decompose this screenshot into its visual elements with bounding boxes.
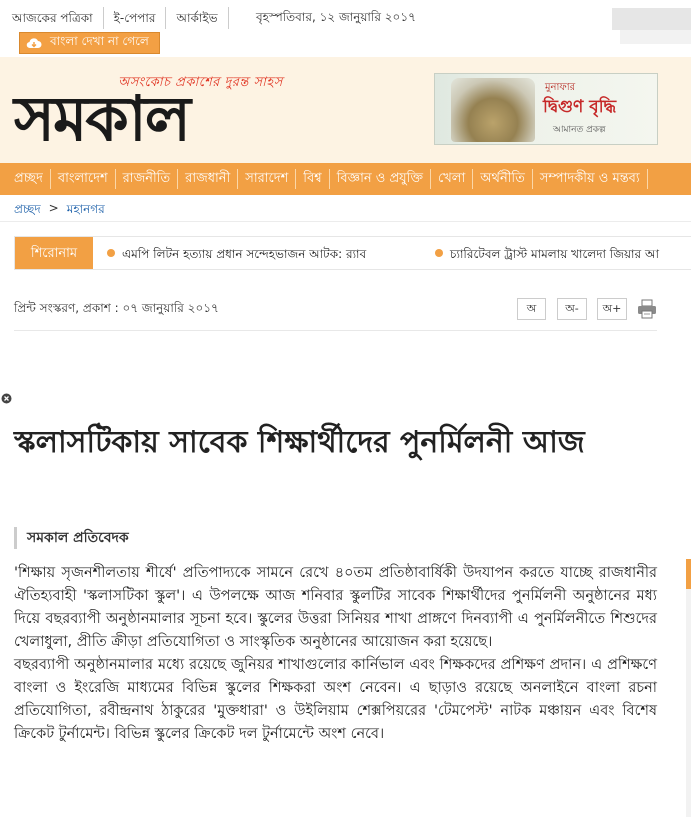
edition-info: প্রিন্ট সংস্করণ, প্রকাশ : ০৭ জানুয়ারি ২০১৭ — [14, 301, 219, 315]
ad-line-1: মুনাফার — [545, 82, 576, 93]
nav-item-science-tech[interactable]: বিজ্ঞান ও প্রযুক্তি — [330, 169, 431, 189]
advertisement-banner[interactable] — [434, 73, 658, 145]
ticker-item-text: এমপি লিটন হত্যায় প্রধান সন্দেহভাজন আটক: র‍্যাব — [122, 247, 367, 261]
masthead — [0, 57, 691, 163]
font-help-label: বাংলা দেখা না গেলে — [50, 34, 149, 48]
font-size-increase-button[interactable]: অ+ — [597, 298, 627, 320]
masthead-tagline: অসংকোচ প্রকাশের দুরন্ত সাহস — [118, 75, 283, 90]
close-icon[interactable] — [1, 393, 12, 404]
site-logo[interactable]: সমকাল — [14, 82, 189, 155]
ticker-item-text: চ্যারিটেবল ট্রাস্ট মামলায় খালেদা জিয়ার আ — [450, 247, 659, 261]
font-size-normal-button[interactable]: অ — [517, 298, 546, 320]
header-blank-area — [620, 30, 691, 44]
nav-item-home[interactable]: প্রচ্ছদ — [0, 169, 51, 189]
ad-line-3: আমানত প্রকল্প — [553, 125, 606, 135]
top-bar — [0, 0, 691, 57]
main-nav — [0, 163, 691, 195]
breadcrumb-separator: > — [48, 201, 59, 215]
ticker-item[interactable] — [435, 246, 659, 266]
article-byline: সমকাল প্রতিবেদক — [14, 527, 657, 549]
nav-item-country[interactable]: সারাদেশ — [238, 169, 296, 189]
top-link-archive[interactable]: আর্কাইভ — [166, 7, 228, 29]
breadcrumb-divider — [0, 221, 691, 222]
font-size-decrease-button[interactable]: অ- — [557, 298, 587, 320]
nav-item-bangladesh[interactable]: বাংলাদেশ — [51, 169, 116, 189]
nav-item-sports[interactable]: খেলা — [431, 169, 473, 189]
ad-line-2: দ্বিগুণ বৃদ্ধি — [543, 97, 617, 117]
nav-item-world[interactable]: বিশ্ব — [296, 169, 329, 189]
breadcrumb-home[interactable]: প্রচ্ছদ — [14, 202, 41, 216]
article-paragraph: বছরব্যাপী অনুষ্ঠানমালার মধ্যে রয়েছে জুনিয়র শাখাগুলোর কার্নিভাল এবং শিক্ষকদের প্রশিক্ষণ প্রদান। এ প্রশিক্ষণে বাংলা ও ইংরেজি মাধ্যমের বিভিন্ন স্কুলের শিক্ষকরা অংশ নেবেন। এ ছাড়াও রয়েছে অনলাইনে বাংলা রচনা প্রতিযোগিতা, রবীন্দ্রনাথ ঠাকুরের 'মুক্তধারা' ও উইলিয়াম শেক্সপিয়রের 'টেমপেস্ট' নাটক মঞ্চায়ন এবং বিশেষ ক্রিকেট টুর্নামেন্ট। বিভিন্ন স্কুলের ক্রিকেট দল টুর্নামেন্টে অংশ নেবে। — [14, 657, 657, 742]
nav-item-economy[interactable]: অর্থনীতি — [473, 169, 533, 189]
top-link-todays-paper[interactable]: আজকের পত্রিকা — [12, 7, 104, 29]
nav-item-editorial[interactable]: সম্পাদকীয় ও মন্তব্য — [533, 169, 648, 189]
top-link-epaper[interactable]: ই-পেপার — [104, 7, 167, 29]
ticker-label: শিরোনাম — [15, 237, 93, 270]
headline-ticker — [14, 236, 691, 270]
breadcrumb — [14, 201, 105, 221]
side-widget-edge[interactable] — [686, 559, 691, 589]
nav-item-politics[interactable]: রাজনীতি — [116, 169, 179, 189]
printer-icon[interactable] — [636, 298, 658, 320]
bullet-dot-icon — [435, 249, 443, 257]
bullet-dot-icon — [107, 249, 115, 257]
article-paragraph: 'শিক্ষায় সৃজনশীলতায় শীর্ষে' প্রতিপাদ্যকে সামনে রেখে ৪০তম প্রতিষ্ঠাবার্ষিকী উদযাপন করতে যাচ্ছে রাজধানীর ঐতিহ্যবাহী 'স্কলাসটিকা স্কুল'। এ উপলক্ষে আজ শনিবার স্কুলটির সাবেক শিক্ষার্থীদের পুনর্মিলনী অনুষ্ঠানের মধ্য দিয়ে বছরব্যাপী অনুষ্ঠানমালার সূচনা হবে। স্কুলের উত্তরা সিনিয়র শাখা প্রাঙ্গণে দিনব্যাপী এ পুনর্মিলনীতে শিশুদের খেলাধুলা, প্রীতি ক্রীড়া প্রতিযোগিতা ও সাংস্কৃতিক অনুষ্ঠানের আয়োজন করা হয়েছে। — [14, 565, 657, 650]
cloud-download-icon — [26, 37, 42, 49]
meta-divider — [14, 330, 657, 331]
article-headline: স্কলাসটিকায় সাবেক শিক্ষার্থীদের পুনর্মিলনী আজ — [14, 425, 585, 460]
article-body — [14, 562, 657, 746]
coin-jar-image — [451, 78, 535, 142]
top-links — [12, 7, 229, 29]
font-help-button[interactable] — [19, 32, 160, 54]
current-date: বৃহস্পতিবার, ১২ জানুয়ারি ২০১৭ — [256, 10, 416, 24]
breadcrumb-current[interactable]: মহানগর — [66, 202, 105, 216]
search-box-placeholder[interactable] — [612, 8, 691, 30]
side-panel-edge — [686, 589, 691, 817]
nav-item-capital[interactable]: রাজধানী — [178, 169, 238, 189]
ticker-item[interactable] — [107, 246, 366, 266]
